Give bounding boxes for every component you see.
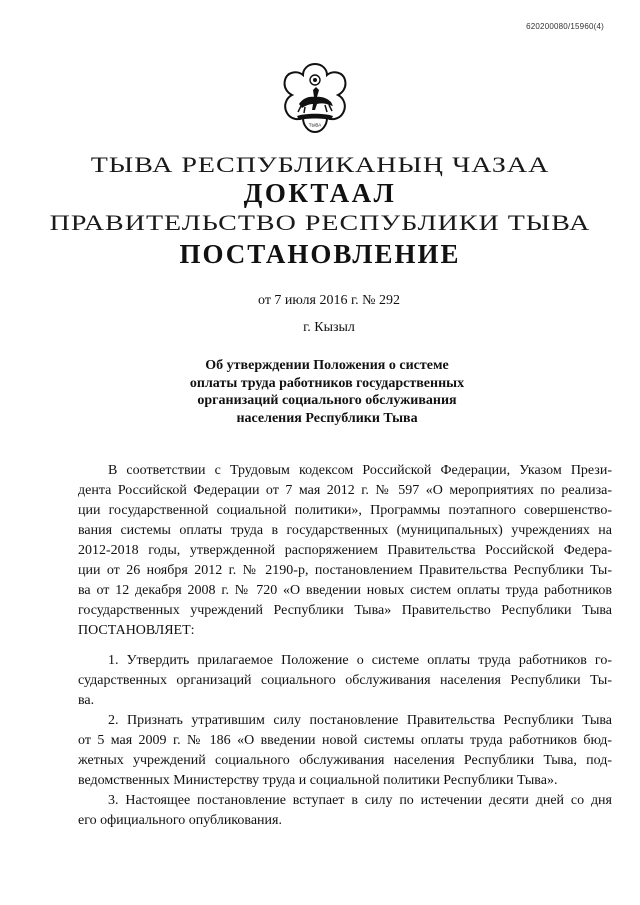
text-line: 2012-2018 годы, утвержденной распоряжением Правительства Российской Федера- bbox=[78, 543, 612, 558]
text-line: ва от 12 декабря 2008 г. № 720 «О введении новых систем оплаты труда работников bbox=[78, 583, 612, 598]
decree-item-3 bbox=[78, 791, 612, 831]
text-line: 1. Утвердить прилагаемое Положение о системе оплаты труда работников го- bbox=[108, 653, 612, 668]
decree-title-line: организаций социального обслуживания bbox=[197, 393, 457, 408]
decree-city: г. Кызыл bbox=[303, 320, 355, 335]
decree-title-line: оплаты труда работников государственных bbox=[189, 375, 465, 391]
emblem-text: ТЫВА bbox=[308, 122, 322, 128]
decree-date-number: от 7 июля 2016 г. № 292 bbox=[258, 293, 400, 308]
header-tuvan-government: ТЫВА РЕСПУБЛИКАНЫҢ ЧАЗАА bbox=[90, 153, 550, 178]
header-russian-decree: ПОСТАНОВЛЕНИЕ bbox=[179, 239, 461, 269]
preamble-paragraph bbox=[78, 461, 612, 641]
text-line: 3. Настоящее постановление вступает в силу по истечении десяти дней со дня bbox=[108, 793, 612, 808]
text-line: дента Российской Федерации от 7 мая 2012 г. № 597 «О мероприятиях по реализа- bbox=[78, 483, 612, 498]
text-line: 2. Признать утратившим силу постановление Правительства Республики Тыва bbox=[108, 713, 612, 728]
text-line: жетных учреждений социального обслуживания населения Республики Тыва, под- bbox=[78, 753, 612, 768]
text-line: от 5 мая 2009 г. № 186 «О введении новой системы оплаты труда работников бюд- bbox=[78, 733, 612, 748]
header-tuvan-decree: ДОКТААЛ bbox=[243, 178, 397, 208]
emblem-icon bbox=[277, 60, 353, 136]
text-line: государственных учреждений Республики Тыва» Правительство Республики Тыва bbox=[78, 603, 612, 618]
text-line: ции от 26 ноября 2012 г. № 2190-р, постановлением Правительства Республики Ты- bbox=[78, 563, 612, 578]
text-line: ведомственных Министерству труда и социальной политики Республики Тыва». bbox=[78, 773, 558, 788]
decree-item-1 bbox=[78, 651, 612, 711]
decree-title-line: населения Республики Тыва bbox=[236, 410, 418, 426]
document-code: 620200080/15960(4) bbox=[526, 22, 604, 31]
text-line: В соответствии с Трудовым кодексом Российской Федерации, Указом Прези- bbox=[108, 463, 612, 478]
decree-title bbox=[0, 357, 640, 427]
text-line: ПОСТАНОВЛЯЕТ: bbox=[78, 623, 195, 638]
text-line: сударственных организаций социального обслуживания населения Республики Ты- bbox=[78, 673, 612, 688]
text-line: ции государственной социальной политики», Программы поэтапного совершенство- bbox=[78, 503, 612, 518]
text-line: вания системы оплаты труда в государственных (муниципальных) учреждениях на bbox=[78, 523, 612, 538]
header-russian-government: ПРАВИТЕЛЬСТВО РЕСПУБЛИКИ ТЫВА bbox=[49, 211, 591, 236]
text-line: ва. bbox=[78, 693, 95, 708]
decree-item-2 bbox=[78, 711, 612, 791]
decree-title-line: Об утверждении Положения о системе bbox=[205, 358, 449, 373]
text-line: его официального опубликования. bbox=[78, 813, 282, 828]
